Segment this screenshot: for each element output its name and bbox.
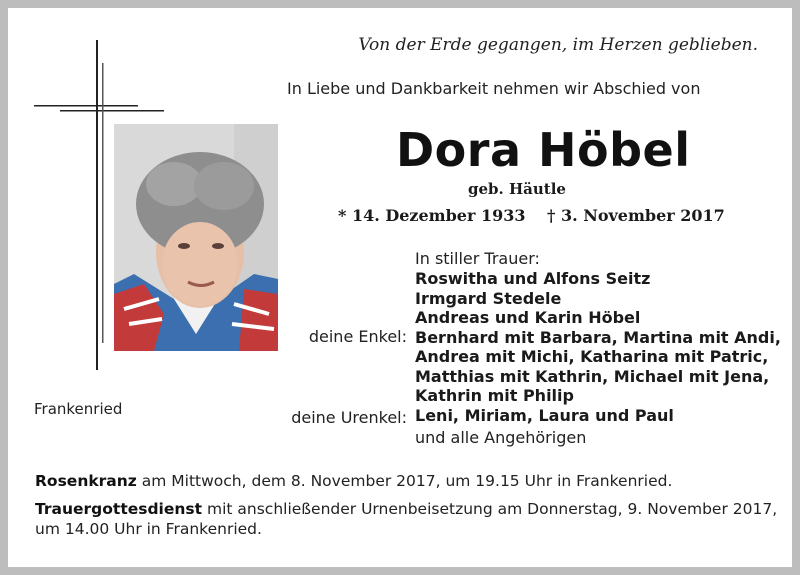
birth-date: * 14. Dezember 1933	[338, 206, 526, 225]
grandchildren-entry: Andrea mit Michi, Katharina mit Patric,	[415, 347, 769, 366]
funeral-notice	[35, 499, 777, 519]
rosary-label: Rosenkranz	[35, 472, 137, 490]
maiden-name: geb. Häutle	[468, 180, 566, 198]
death-date: † 3. November 2017	[547, 206, 725, 225]
mourner-entry: Roswitha und Alfons Seitz	[415, 269, 651, 288]
grandchildren-label: deine Enkel:	[308, 327, 407, 346]
mourner-entry: Irmgard Stedele	[415, 288, 562, 308]
great-grandchildren-entry: Leni, Miriam, Laura und Paul	[415, 405, 674, 425]
mourners-list	[415, 269, 781, 425]
mourner-entry: Andreas und Karin Höbel	[415, 308, 641, 327]
great-grandchildren-label: deine Urenkel:	[291, 408, 407, 427]
rosary-text: am Mittwoch, dem 8. November 2017, um 19.15 Uhr in Frankenried.	[136, 472, 673, 490]
intro-line: In Liebe und Dankbarkeit nehmen wir Abschied von	[287, 79, 701, 98]
funeral-notice-cont: um 14.00 Uhr in Frankenried.	[35, 520, 262, 538]
funeral-label: Trauergottesdienst	[35, 500, 203, 518]
funeral-text: mit anschließender Urnenbeisetzung am Donnerstag, 9. November 2017,	[202, 500, 778, 518]
place-name: Frankenried	[34, 400, 123, 418]
rosary-notice	[35, 471, 672, 491]
motto: Von der Erde gegangen, im Herzen geblieben.	[358, 35, 758, 55]
obituary-card	[8, 8, 792, 567]
grandchildren-entry: Bernhard mit Barbara, Martina mit Andi,	[415, 327, 781, 347]
grandchildren-entry: Kathrin mit Philip	[415, 386, 574, 405]
deceased-name: Dora Höbel	[396, 123, 691, 177]
grandchildren-entry: Matthias mit Kathrin, Michael mit Jena,	[415, 366, 770, 386]
closing-line: und alle Angehörigen	[415, 428, 587, 447]
portrait-photo	[114, 124, 278, 351]
mourning-header: In stiller Trauer:	[415, 249, 540, 268]
